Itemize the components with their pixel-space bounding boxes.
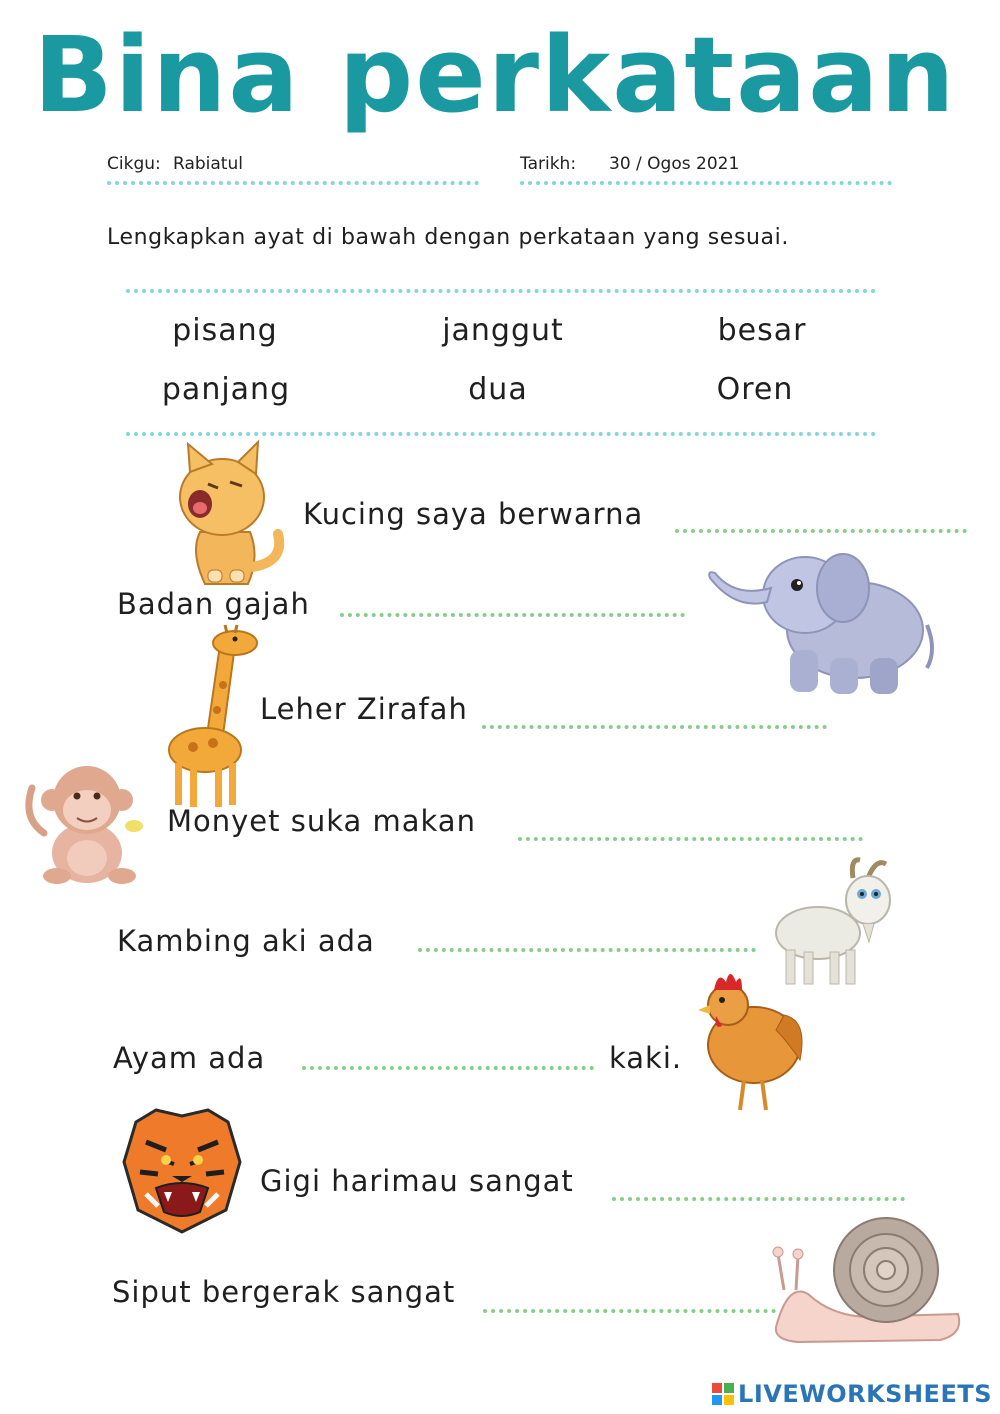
word-bank-item: Oren: [716, 372, 794, 407]
giraffe-icon: [165, 625, 270, 810]
brand-text: LIVEWORKSHEETS: [738, 1380, 992, 1408]
snail-icon: [768, 1212, 968, 1347]
page-title: Bina perkataan: [33, 14, 957, 136]
answer-blank[interactable]: [302, 1066, 594, 1070]
brand-logo: [712, 1380, 992, 1408]
answer-blank[interactable]: [483, 1309, 776, 1313]
sentence-text: Badan gajah: [117, 587, 310, 621]
word-bank-item: dua: [468, 372, 528, 407]
sentence-text: Siput bergerak sangat: [112, 1275, 456, 1309]
word-bank-item: janggut: [442, 313, 564, 348]
teacher-label: Cikgu:: [107, 154, 161, 174]
sentence-text: Gigi harimau sangat: [260, 1164, 574, 1198]
chicken-icon: [696, 960, 808, 1118]
cat-icon: [160, 442, 290, 587]
teacher-line: [107, 181, 479, 185]
elephant-icon: [705, 540, 940, 700]
sentence-text: Monyet suka makan: [167, 804, 476, 838]
date-label: Tarikh:: [520, 154, 577, 174]
sentence-suffix: kaki.: [609, 1041, 683, 1075]
answer-blank[interactable]: [482, 725, 827, 729]
date-value: 30 / Ogos 2021: [609, 154, 740, 174]
date-line: [520, 181, 892, 185]
answer-blank[interactable]: [340, 613, 685, 617]
word-bank-item: besar: [717, 313, 807, 348]
word-bank-top-line: [126, 289, 876, 293]
answer-blank[interactable]: [675, 529, 967, 533]
sentence-text: Kambing aki ada: [117, 924, 375, 958]
tiger-icon: [116, 1102, 248, 1234]
answer-blank[interactable]: [518, 837, 863, 841]
word-bank-item: pisang: [172, 313, 278, 348]
answer-blank[interactable]: [612, 1197, 905, 1201]
sentence-text: Leher Zirafah: [260, 692, 468, 726]
teacher-name: Rabiatul: [173, 154, 243, 174]
word-bank-item: panjang: [161, 372, 291, 407]
instruction-text: Lengkapkan ayat di bawah dengan perkataan yang sesuai.: [107, 225, 789, 250]
sentence-text: Kucing saya berwarna: [303, 497, 644, 531]
monkey-icon: [22, 758, 152, 888]
sentence-text: Ayam ada: [113, 1041, 266, 1075]
answer-blank[interactable]: [418, 948, 756, 952]
liveworksheets-icon: [712, 1383, 734, 1405]
word-bank-bottom-line: [126, 432, 876, 436]
